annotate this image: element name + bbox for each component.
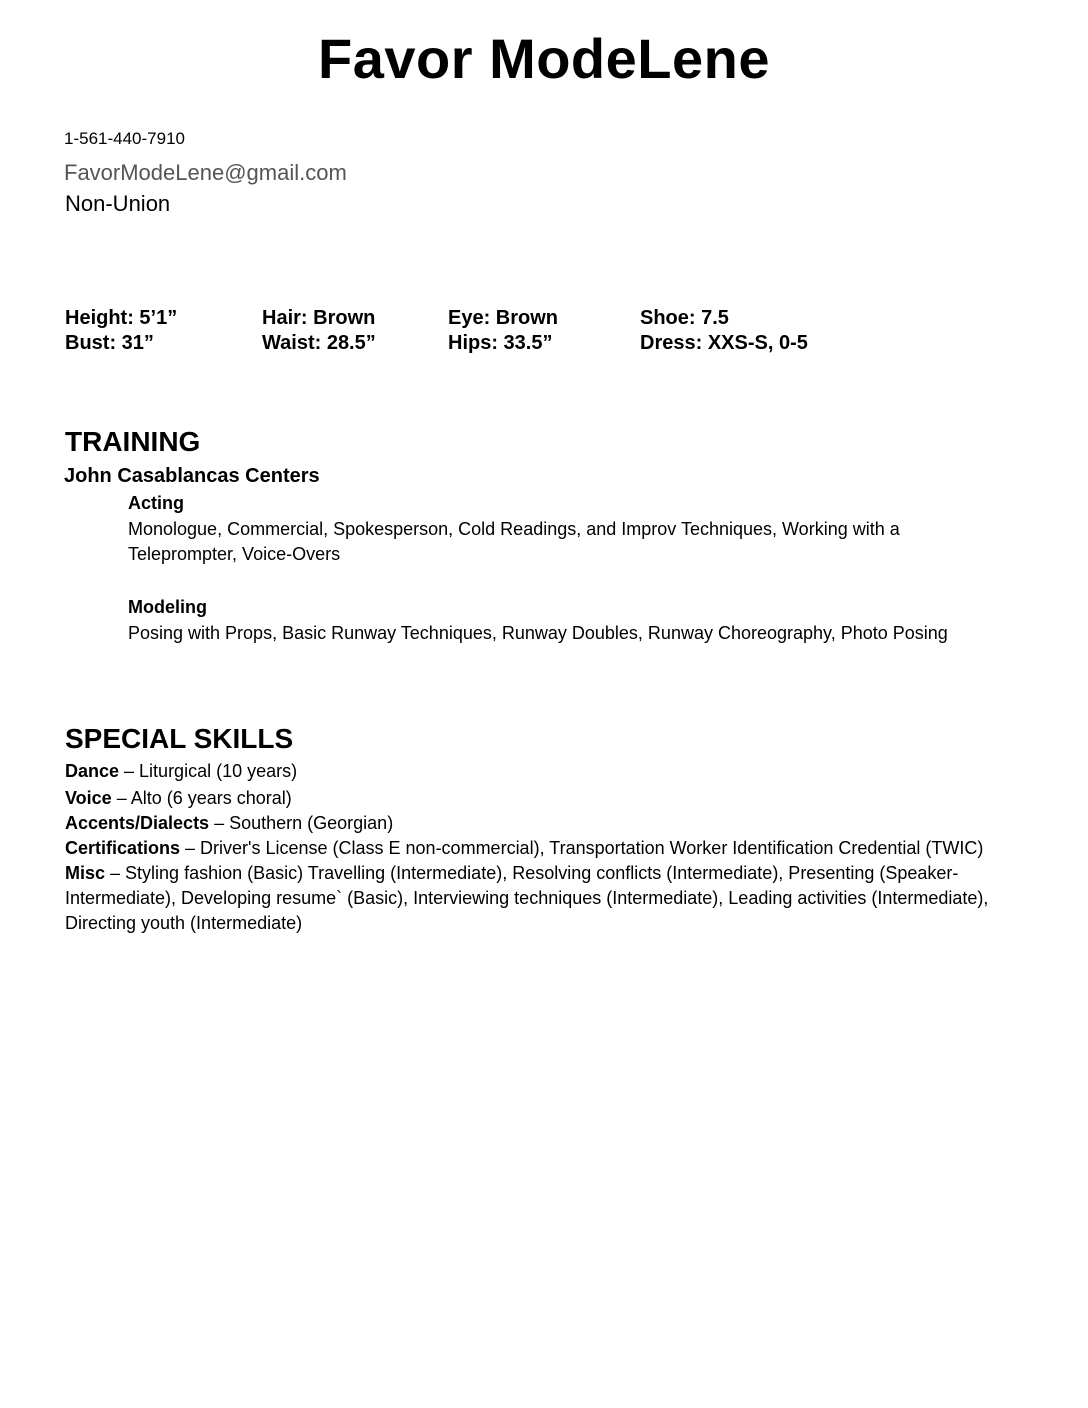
- skill-dance: [65, 759, 1015, 784]
- email-address[interactable]: FavorModeLene@gmail.com: [64, 160, 347, 185]
- modeling-title: Modeling: [128, 597, 207, 617]
- resume-name: Favor ModeLene: [318, 27, 770, 90]
- stat-eye: Eye: Brown: [448, 307, 559, 329]
- skill-label: Misc: [65, 863, 106, 883]
- skill-label: Accents/Dialects: [65, 813, 210, 833]
- acting-description: Monologue, Commercial, Spokesperson, Cold Readings, and Improv Techniques, Working with a Teleprompter, Voice-Overs: [128, 519, 900, 564]
- modeling-description: Posing with Props, Basic Runway Techniques, Runway Doubles, Runway Choreography, Photo Posing: [128, 623, 948, 643]
- skill-misc: [65, 861, 1015, 936]
- stat-bust: Bust: 31”: [65, 332, 154, 354]
- skill-text: – Driver's License (Class E non-commercial), Transportation Worker Identification Credential (TWIC): [180, 838, 984, 858]
- stat-dress: Dress: XXS-S, 0-5: [640, 332, 808, 354]
- training-school: John Casablancas Centers: [64, 465, 320, 487]
- skill-accents: [65, 811, 1015, 836]
- skill-text: – Styling fashion (Basic) Travelling (Intermediate), Resolving conflicts (Intermediate), Presenting (Speaker- Intermediate), Developing resume` (Basic), Interviewing techniques (Intermediate), Leading activities (Intermediate), Directing youth (Intermediate): [65, 863, 989, 933]
- acting-title: Acting: [128, 493, 184, 513]
- skill-label: Certifications: [65, 838, 181, 858]
- skill-text: – Alto (6 years choral): [111, 788, 292, 808]
- phone-number: 1-561-440-7910: [64, 129, 185, 148]
- skill-certifications: [65, 836, 1015, 861]
- skill-text: – Southern (Georgian): [209, 813, 394, 833]
- stat-shoe: Shoe: 7.5: [640, 307, 729, 329]
- special-skills-heading: SPECIAL SKILLS: [65, 723, 294, 754]
- stat-height: Height: 5’1”: [65, 307, 178, 329]
- skill-voice: [65, 786, 1015, 811]
- stat-hips: Hips: 33.5”: [448, 332, 553, 354]
- special-skills-list: [65, 759, 1015, 936]
- skill-text: – Liturgical (10 years): [119, 761, 298, 781]
- stat-hair: Hair: Brown: [262, 307, 376, 329]
- union-status: Non-Union: [65, 191, 171, 216]
- skill-label: Dance: [65, 761, 120, 781]
- stat-waist: Waist: 28.5”: [262, 332, 376, 354]
- training-heading: TRAINING: [65, 426, 201, 457]
- skill-label: Voice: [65, 788, 112, 808]
